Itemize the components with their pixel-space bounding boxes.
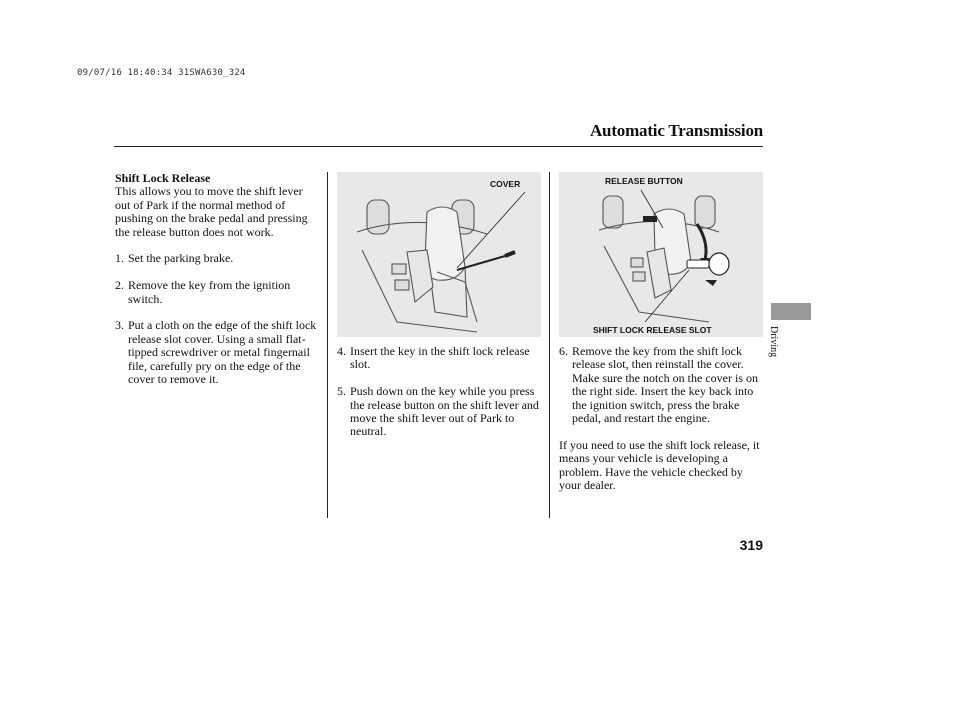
page-title: Automatic Transmission xyxy=(589,121,763,140)
step-number: 5. xyxy=(337,384,346,399)
header-rule xyxy=(114,146,763,147)
warning-note: If you need to use the shift lock release, it means your vehicle is developing a problem. Have the vehicle checked by your dealer. xyxy=(559,437,760,493)
callout-cover: COVER xyxy=(490,179,521,189)
step-3 xyxy=(115,319,320,386)
column-middle xyxy=(337,345,542,439)
step-4 xyxy=(337,345,542,372)
column-left xyxy=(115,172,320,386)
step-text: Insert the key in the shift lock release slot. xyxy=(350,344,530,372)
step-6 xyxy=(559,345,764,425)
step-text: Remove the key from the shift lock release slot, then reinstall the cover. Make sure the notch on the cover is on the right side. Insert the key back into the ignition switch, press the brake pedal, and restart the engine. xyxy=(572,344,758,426)
callout-shift-lock-slot: SHIFT LOCK RELEASE SLOT xyxy=(593,325,712,335)
section-tab-label xyxy=(767,326,779,366)
section-tab xyxy=(771,303,811,320)
callout-release-button: RELEASE BUTTON xyxy=(605,176,683,186)
section-heading: Shift Lock Release xyxy=(115,171,211,185)
step-number: 6. xyxy=(559,344,568,358)
column-right xyxy=(559,345,764,492)
shifter-illustration xyxy=(337,172,541,337)
step-number: 4. xyxy=(337,344,346,358)
step-number: 2. xyxy=(115,278,124,293)
step-number: 3. xyxy=(115,318,124,333)
step-text: Set the parking brake. xyxy=(128,251,234,266)
step-text: Remove the key from the ignition switch. xyxy=(128,278,291,306)
page-number: 319 xyxy=(739,537,763,553)
column-divider xyxy=(327,172,328,518)
section-intro: This allows you to move the shift lever out of Park if the normal method of pushing on the brake pedal and pressing the release button does not work. xyxy=(115,184,308,239)
step-text: Put a cloth on the edge of the shift lock release slot cover. Using a small flat-tipped screwdriver or metal fingernail file, carefully pry on the edge of the cover to remove it. xyxy=(128,318,317,387)
shifter-key-illustration xyxy=(559,172,763,337)
step-number: 1. xyxy=(115,251,124,266)
step-2 xyxy=(115,279,320,306)
column-divider xyxy=(549,172,550,518)
figure-release xyxy=(559,172,763,337)
figure-cover xyxy=(337,172,541,337)
step-text: Push down on the key while you press the release button on the shift lever and move the shift lever out of Park to neutral. xyxy=(350,384,539,439)
step-5 xyxy=(337,385,542,439)
section-tab-text: Driving xyxy=(768,326,779,358)
step-1 xyxy=(115,252,320,265)
print-stamp: 09/07/16 18:40:34 31SWA630_324 xyxy=(77,68,246,78)
